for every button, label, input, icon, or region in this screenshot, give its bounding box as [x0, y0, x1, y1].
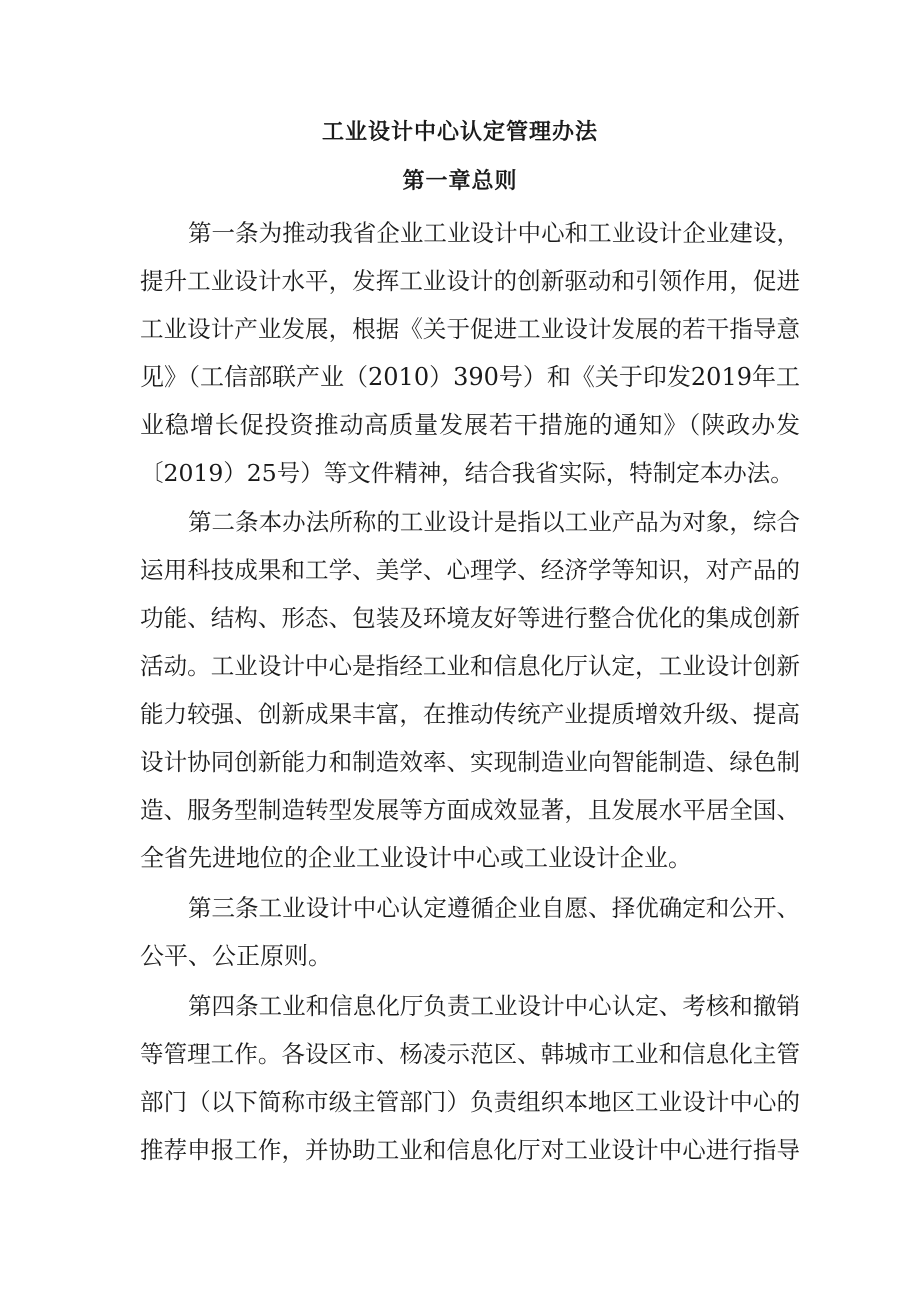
paragraph-line: 推荐申报工作，并协助工业和信息化厅对工业设计中心进行指导	[140, 1136, 800, 1164]
paragraph-line: 工业设计产业发展，根据《关于促进工业设计发展的若干指导意	[140, 315, 800, 343]
paragraph-line: 运用科技成果和工学、美学、心理学、经济学等知识，对产品的	[140, 556, 800, 584]
paragraph-line: 功能、结构、形态、包装及环境友好等进行整合优化的集成创新	[140, 604, 800, 632]
paragraph-line: 第一条为推动我省企业工业设计中心和工业设计企业建设，	[188, 219, 800, 247]
paragraph-line: 等管理工作。各设区市、杨凌示范区、韩城市工业和信息化主管	[140, 1040, 800, 1068]
paragraph-line: 第二条本办法所称的工业设计是指以工业产品为对象，综合	[188, 508, 800, 536]
paragraph-line: 全省先进地位的企业工业设计中心或工业设计企业。	[140, 844, 692, 872]
paragraph-line: 设计协同创新能力和制造效率、实现制造业向智能制造、绿色制	[140, 748, 800, 776]
paragraph-line: 〔2019）25号）等文件精神，结合我省实际，特制定本办法。	[140, 459, 794, 487]
paragraph-line: 业稳增长促投资推动高质量发展若干措施的通知》（陕政办发	[140, 411, 800, 439]
paragraph-line: 造、服务型制造转型发展等方面成效显著，且发展水平居全国、	[140, 796, 800, 824]
paragraph-line: 公平、公正原则。	[140, 942, 332, 970]
paragraph-line: 部门（以下简称市级主管部门）负责组织本地区工业设计中心的	[140, 1088, 800, 1116]
paragraph-line: 见》（工信部联产业（2010）390号）和《关于印发2019年工	[140, 363, 800, 391]
paragraph-line: 能力较强、创新成果丰富，在推动传统产业提质增效升级、提高	[140, 700, 800, 728]
chapter-heading: 第一章总则	[402, 168, 518, 194]
paragraph-line: 第四条工业和信息化厅负责工业设计中心认定、考核和撤销	[188, 992, 800, 1020]
paragraph-line: 第三条工业设计中心认定遵循企业自愿、择优确定和公开、	[188, 894, 800, 922]
document-title: 工业设计中心认定管理办法	[321, 119, 598, 145]
paragraph-line: 提升工业设计水平，发挥工业设计的创新驱动和引领作用，促进	[140, 267, 800, 295]
paragraph-line: 活动。工业设计中心是指经工业和信息化厅认定，工业设计创新	[140, 652, 800, 680]
